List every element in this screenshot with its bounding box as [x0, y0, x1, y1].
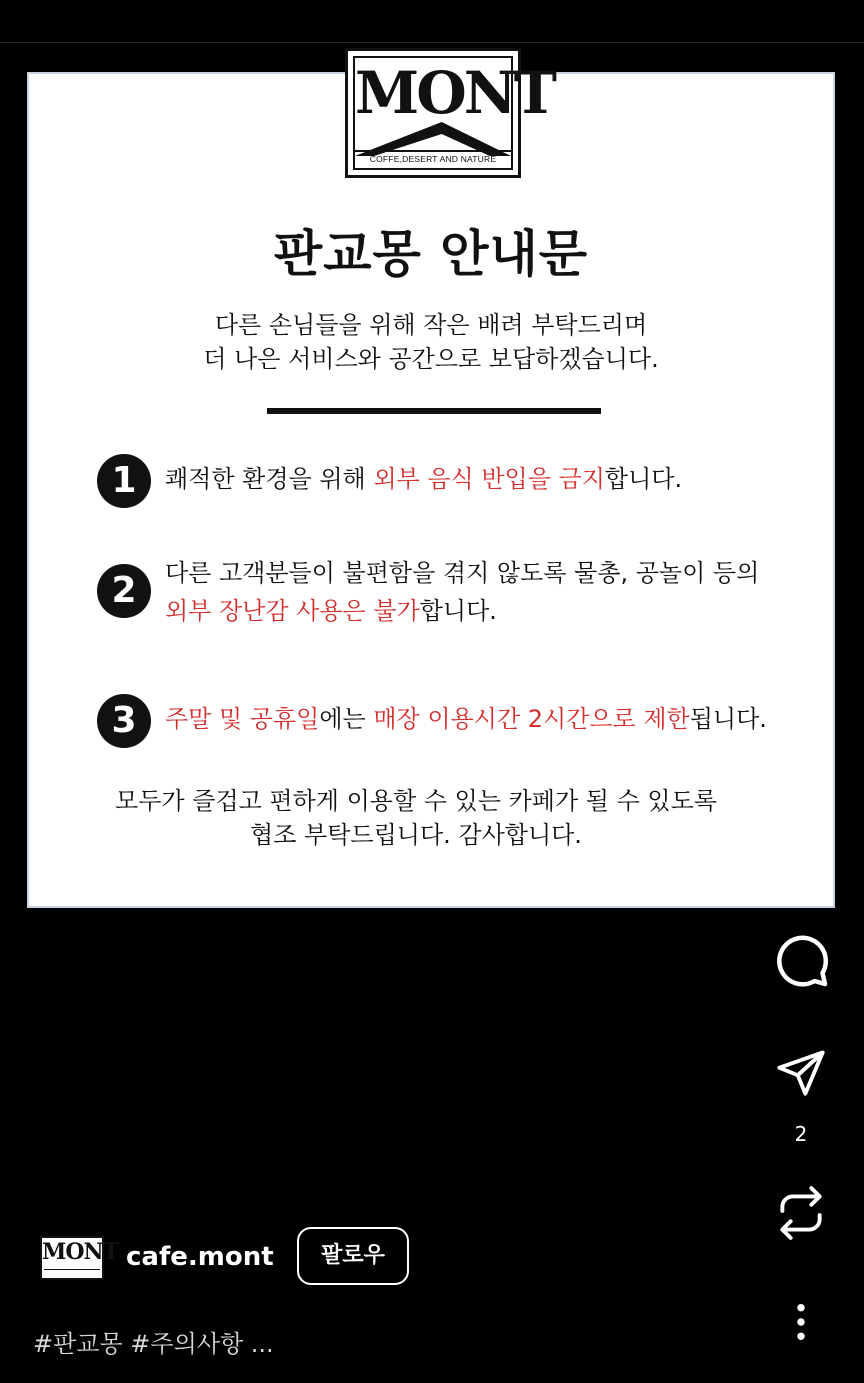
rule-text-part: 합니다. — [419, 597, 497, 625]
rule-highlight: 주말 및 공휴일 — [165, 705, 320, 733]
subtitle-line: 더 나은 서비스와 공간으로 보답하겠습니다. — [203, 345, 659, 373]
rule-text-part: 다른 고객분들이 불편함을 겪지 않도록 물총, 공놀이 등의 — [165, 559, 760, 587]
rule-highlight: 매장 이용시간 2시간으로 제한 — [373, 705, 690, 733]
divider-line — [267, 408, 601, 414]
like-count: 127 — [783, 870, 819, 891]
top-separator — [0, 42, 864, 43]
closing-line: 협조 부탁드립니다. 감사합니다. — [250, 821, 582, 849]
rule-text-3 — [165, 700, 823, 738]
number-badge-3: 3 — [97, 694, 151, 748]
send-paper-plane-icon — [775, 1046, 827, 1098]
rule-highlight: 외부 음식 반입을 금지 — [373, 465, 605, 493]
logo-tagline: COFFE,DESERT AND NATURE — [355, 150, 511, 168]
closing-message — [29, 784, 803, 852]
subtitle-line: 다른 손님들을 위해 작은 배려 부탁드리며 — [214, 311, 648, 339]
logo-frame — [353, 56, 554, 170]
notice-title: 판교몽 안내문 — [273, 225, 589, 283]
remix-button[interactable] — [768, 1184, 834, 1242]
post-image-card — [27, 59, 835, 908]
mont-logo — [345, 48, 554, 178]
notice-subtitle — [29, 308, 833, 376]
more-options-button[interactable] — [768, 1302, 834, 1342]
share-count: 2 — [794, 1122, 808, 1146]
more-vertical-icon — [791, 1302, 811, 1342]
follow-button[interactable]: 팔로우 — [297, 1227, 409, 1285]
repost-arrows-icon — [776, 1184, 826, 1242]
username[interactable]: cafe.mont — [126, 1242, 274, 1272]
avatar[interactable] — [40, 1236, 118, 1280]
closing-line: 모두가 즐겁고 편하게 이용할 수 있는 카페가 될 수 있도록 — [115, 787, 717, 815]
rule-text-part: 합니다. — [604, 465, 683, 493]
post-caption[interactable]: #판교몽 #주의사항 ... — [33, 1330, 274, 1358]
number-badge-1: 1 — [97, 454, 151, 508]
rule-text-1 — [165, 460, 823, 498]
like-button[interactable] — [768, 790, 834, 842]
avatar-logo-word: MONT — [42, 1239, 118, 1265]
share-button[interactable] — [768, 1046, 834, 1098]
logo-word: MONT — [355, 59, 554, 127]
rule-highlight: 외부 장난감 사용은 불가 — [165, 597, 420, 625]
heart-icon — [772, 790, 830, 842]
avatar-tag-line — [44, 1269, 100, 1276]
comment-button[interactable] — [768, 930, 834, 990]
rule-text-part: 쾌적한 환경을 위해 — [165, 465, 374, 493]
comment-bubble-icon — [771, 930, 831, 990]
rule-text-part: 됩니다. — [689, 705, 767, 733]
rule-text-2 — [165, 554, 823, 630]
number-badge-2: 2 — [97, 564, 151, 618]
rule-text-part: 에는 — [319, 705, 374, 733]
